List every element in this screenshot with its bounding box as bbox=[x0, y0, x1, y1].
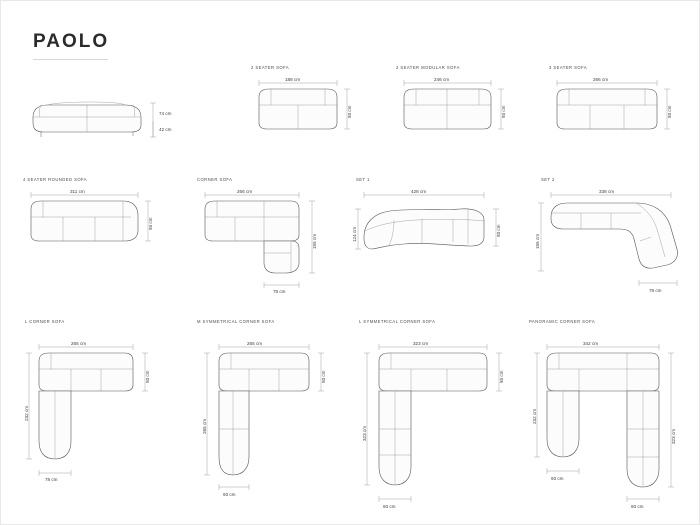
dim-width: 265 cm bbox=[247, 341, 263, 346]
item-title: L SYMMETRICAL CORNER SOFA bbox=[359, 319, 436, 324]
item-set-1 bbox=[352, 177, 521, 287]
dim-width: 265 cm bbox=[71, 341, 87, 346]
item-title: M SYMMETRICAL CORNER SOFA bbox=[197, 319, 275, 324]
item-title: PANORAMIC CORNER SOFA bbox=[529, 319, 596, 324]
item-set-2 bbox=[535, 177, 691, 293]
dim-depth: 93 cm bbox=[321, 370, 326, 383]
plan-drawing bbox=[529, 329, 694, 514]
sofa-3d-drawing bbox=[21, 81, 186, 151]
plan-drawing bbox=[535, 187, 696, 297]
dim-depth: 93 cm bbox=[667, 105, 672, 118]
dim-height: 232 cm bbox=[24, 405, 29, 421]
item-corner-sofa bbox=[197, 177, 337, 292]
dim-leg: 93 cm bbox=[223, 492, 236, 497]
dim-height: 265 cm bbox=[202, 418, 207, 434]
item-title: 3 SEATER SOFA bbox=[549, 65, 588, 70]
item-sofa-3d-preview bbox=[21, 81, 181, 151]
title-divider bbox=[33, 59, 108, 60]
dim-width: 266 cm bbox=[593, 77, 609, 82]
dim-width: 266 cm bbox=[237, 189, 253, 194]
dim-depth: 93 cm bbox=[499, 370, 504, 383]
plan-drawing bbox=[197, 329, 352, 504]
dim-width: 428 cm bbox=[411, 189, 427, 194]
dim-height: 323 cm bbox=[362, 425, 367, 441]
dim-width: 246 cm bbox=[434, 77, 450, 82]
item-title: SET 2 bbox=[541, 177, 555, 182]
dim-depth: 93 cm bbox=[145, 370, 150, 383]
dim-leg: 78 cm bbox=[649, 288, 662, 293]
dim-leg: 93 cm bbox=[383, 504, 396, 509]
dim-leg: 78 cm bbox=[45, 477, 58, 482]
dim-depth: 93 cm bbox=[496, 224, 501, 237]
dim-height: 124 cm bbox=[352, 226, 357, 242]
dim-seat-height: 42 cm bbox=[159, 127, 172, 132]
item-l-corner-sofa bbox=[25, 319, 170, 499]
dim-depth: 93 cm bbox=[148, 217, 153, 230]
item-2-seater-modular-sofa bbox=[396, 65, 521, 145]
plan-drawing bbox=[396, 75, 526, 145]
dim-depth: 93 cm bbox=[347, 105, 352, 118]
item-title: SET 1 bbox=[356, 177, 370, 182]
plan-drawing bbox=[197, 187, 342, 297]
item-panoramic-corner-sofa bbox=[529, 319, 689, 509]
plan-drawing bbox=[352, 187, 526, 287]
dim-leg: 78 cm bbox=[273, 289, 286, 294]
item-title: 4 SEATER ROUNDED SOFA bbox=[23, 177, 88, 182]
item-title: 2 SEATER MODULAR SOFA bbox=[396, 65, 460, 70]
plan-drawing bbox=[25, 329, 175, 499]
plan-drawing bbox=[549, 75, 689, 145]
dim-width: 188 cm bbox=[285, 77, 301, 82]
item-title: L CORNER SOFA bbox=[25, 319, 65, 324]
dim-height: 74 cm bbox=[159, 111, 172, 116]
dim-width: 342 cm bbox=[583, 341, 599, 346]
dim-height: 155 cm bbox=[535, 233, 540, 249]
dim-depth: 323 cm bbox=[671, 428, 676, 444]
plan-drawing bbox=[23, 187, 173, 267]
dim-leg-left: 93 cm bbox=[551, 476, 564, 481]
dim-depth: 93 cm bbox=[501, 105, 506, 118]
item-2-seater-sofa bbox=[251, 65, 371, 145]
dim-height: 155 cm bbox=[312, 233, 317, 249]
page-title: PAOLO bbox=[33, 31, 110, 52]
item-3-seater-sofa bbox=[549, 65, 684, 145]
dim-leg-right: 93 cm bbox=[631, 504, 644, 509]
dim-width: 338 cm bbox=[599, 189, 615, 194]
plan-drawing bbox=[359, 329, 524, 514]
dim-height: 232 cm bbox=[532, 408, 537, 424]
item-title: 2 SEATER SOFA bbox=[251, 65, 290, 70]
dim-width: 323 cm bbox=[413, 341, 429, 346]
item-m-symmetrical-corner-sofa bbox=[197, 319, 347, 504]
item-l-symmetrical-corner-sofa bbox=[359, 319, 519, 509]
item-title: CORNER SOFA bbox=[197, 177, 233, 182]
dim-width: 311 cm bbox=[70, 189, 85, 194]
item-4-seater-rounded-sofa bbox=[23, 177, 168, 267]
plan-drawing bbox=[251, 75, 381, 145]
